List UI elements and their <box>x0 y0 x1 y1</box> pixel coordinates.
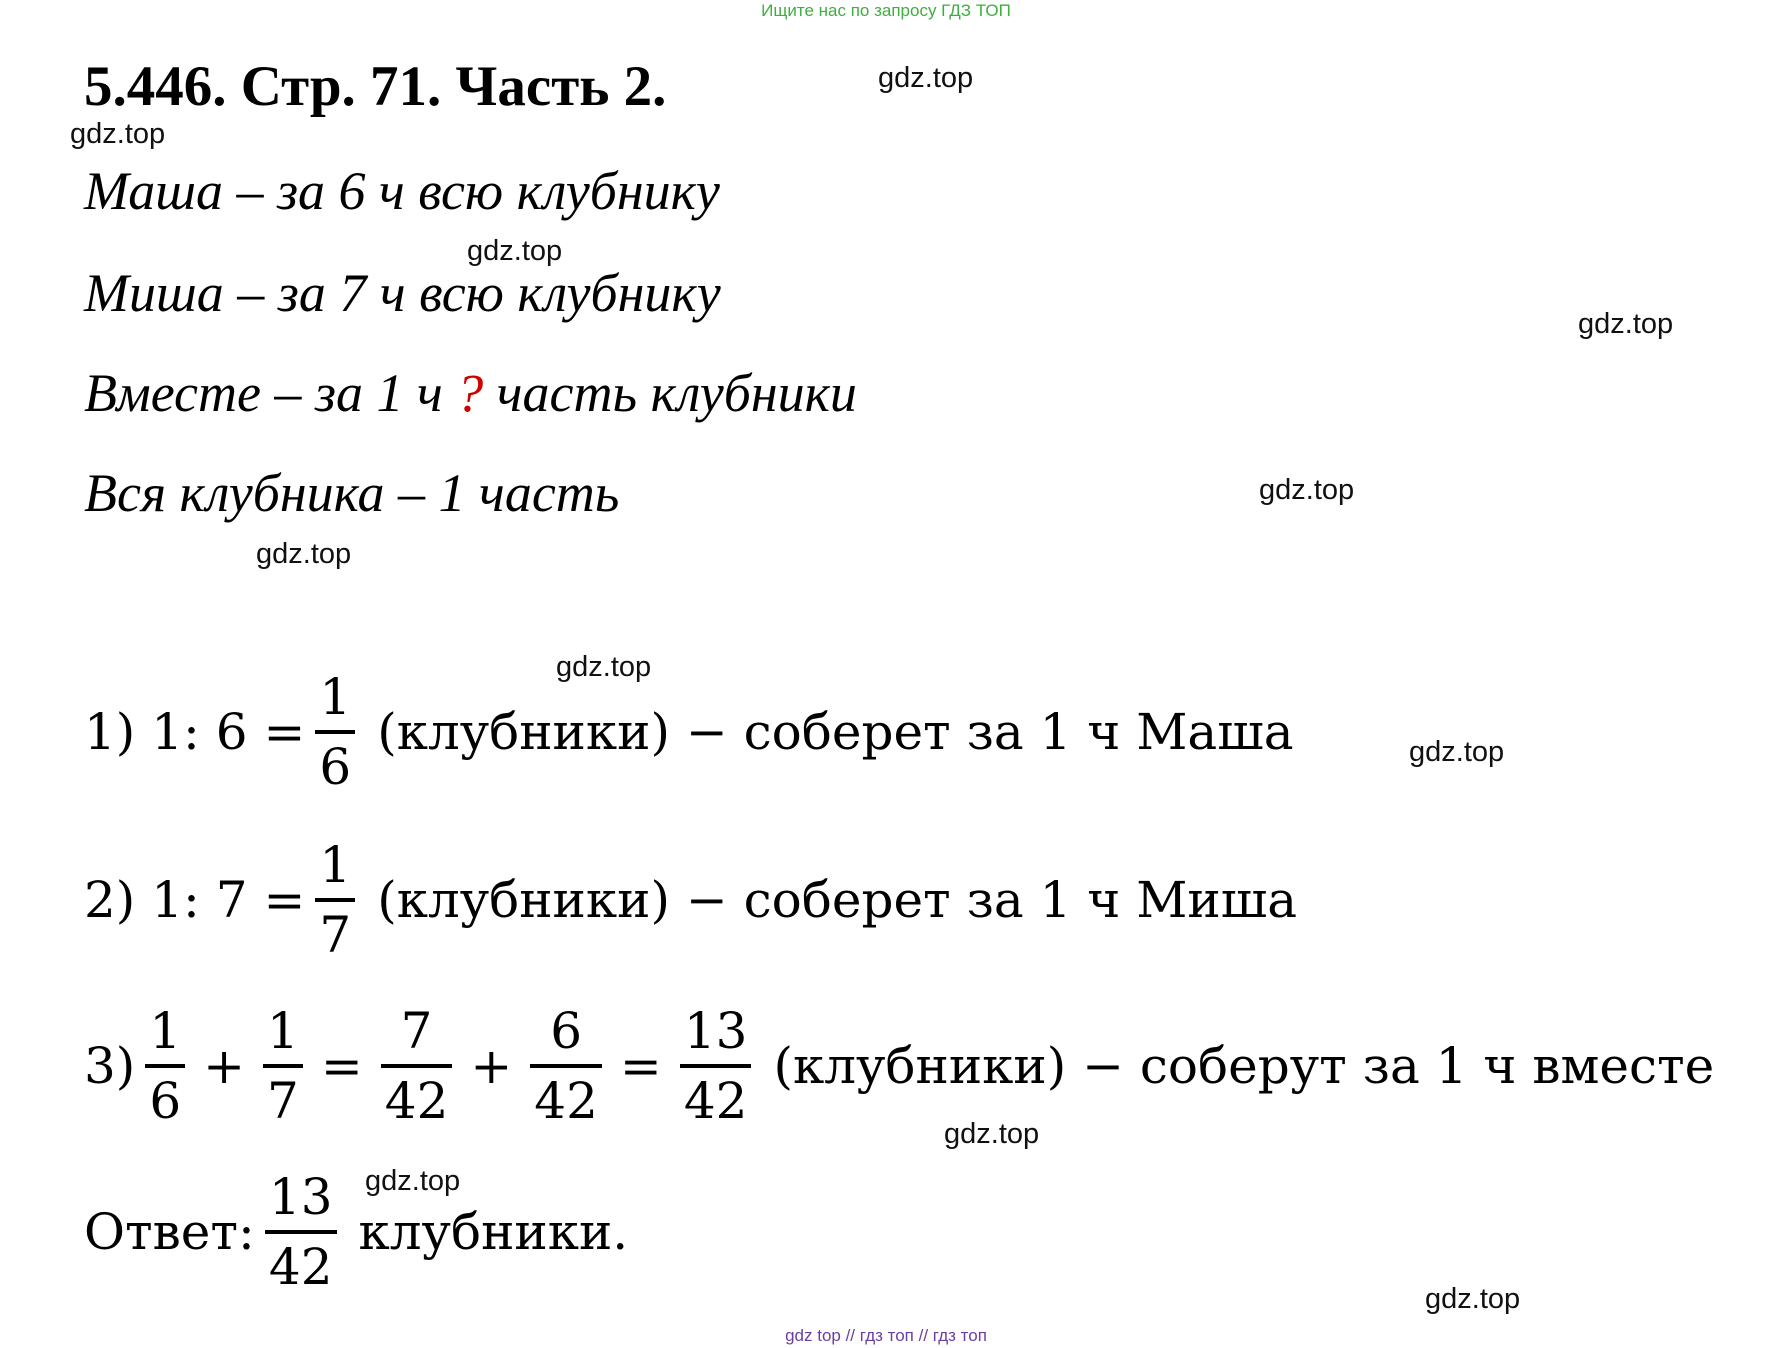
answer-label: Ответ: <box>84 1203 255 1261</box>
solution-step-2 <box>84 836 1298 964</box>
fraction-numerator: 1 <box>319 668 352 726</box>
operator-equals: = <box>619 1037 662 1095</box>
condition-together <box>84 362 857 424</box>
watermark: gdz.top <box>1425 1283 1521 1315</box>
fraction-denominator: 7 <box>267 1072 299 1130</box>
watermark: gdz.top <box>878 62 974 94</box>
operator-equals: = <box>320 1037 363 1095</box>
step-2-text: (клубники) − соберет за 1 ч Миша <box>377 871 1298 929</box>
condition-together-after: часть клубники <box>496 363 857 423</box>
fraction <box>265 1168 337 1296</box>
watermark: gdz.top <box>365 1165 461 1197</box>
answer <box>84 1168 629 1296</box>
fraction-denominator: 6 <box>319 738 352 796</box>
answer-text: клубники. <box>358 1203 629 1261</box>
fraction-numerator: 7 <box>400 1002 433 1060</box>
step-2-label: 2) 1: 7 = <box>84 871 306 929</box>
fraction-denominator: 42 <box>384 1072 449 1130</box>
condition-masha: Маша – за 6 ч всю клубнику <box>84 161 720 221</box>
fraction-denominator: 6 <box>149 1072 182 1130</box>
solution-step-1 <box>84 668 1294 796</box>
fraction <box>315 668 355 796</box>
step-1-text: (клубники) − соберет за 1 ч Маша <box>377 703 1294 761</box>
fraction <box>315 836 355 964</box>
operator-plus: + <box>470 1037 513 1095</box>
fraction-denominator: 42 <box>534 1072 598 1130</box>
step-3-text: (клубники) − соберут за 1 ч вместе <box>773 1037 1715 1095</box>
watermark: gdz.top <box>256 538 352 570</box>
fraction <box>680 1002 752 1130</box>
fraction <box>530 1002 602 1130</box>
condition-whole: Вся клубника – 1 часть <box>84 463 620 523</box>
watermark: gdz.top <box>1409 736 1505 768</box>
fraction-denominator: 7 <box>319 906 352 964</box>
watermark: gdz.top <box>70 118 166 150</box>
top-banner: Ищите нас по запросу ГДЗ ТОП <box>761 1 1011 20</box>
fraction-numerator: 13 <box>268 1168 333 1226</box>
watermark: gdz.top <box>467 235 563 267</box>
fraction-denominator: 42 <box>268 1238 333 1296</box>
condition-together-before: Вместе – за 1 ч <box>84 363 443 423</box>
fraction-numerator: 13 <box>683 1002 748 1060</box>
watermark: gdz.top <box>556 651 652 683</box>
fraction-numerator: 1 <box>319 836 352 894</box>
page-title: 5.446. Стр. 71. Часть 2. <box>84 55 667 118</box>
solution-step-3 <box>84 1002 1715 1130</box>
watermark: gdz.top <box>944 1118 1040 1150</box>
fraction-numerator: 1 <box>267 1002 299 1060</box>
fraction-numerator: 6 <box>550 1002 583 1060</box>
step-3-label: 3) <box>84 1037 136 1095</box>
watermark: gdz.top <box>1259 474 1355 506</box>
fraction-denominator: 42 <box>683 1072 748 1130</box>
condition-misha: Миша – за 7 ч всю клубнику <box>84 263 721 323</box>
step-1-label: 1) 1: 6 = <box>84 703 306 761</box>
fraction <box>263 1002 303 1130</box>
fraction <box>145 1002 185 1130</box>
watermark: gdz.top <box>1578 308 1674 340</box>
fraction-numerator: 1 <box>149 1002 182 1060</box>
fraction <box>381 1002 453 1130</box>
operator-plus: + <box>203 1037 246 1095</box>
footer-links: gdz top // гдз топ // гдз топ <box>785 1326 987 1345</box>
question-mark: ? <box>456 363 484 423</box>
